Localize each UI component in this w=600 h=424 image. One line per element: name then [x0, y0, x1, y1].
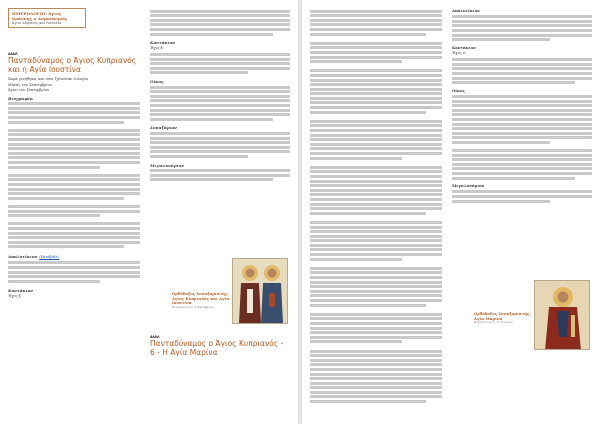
apol-note-link[interactable]: (Κατάβαλε)	[39, 254, 60, 259]
section-r-oikos-heading: Οίκος	[452, 87, 465, 93]
icon-caption-left	[172, 292, 232, 310]
article-title: Πανταδύναμος ο Άγιος Κυπριανός και η Αγία Ιουστίνα	[8, 56, 137, 74]
left-page	[0, 0, 298, 424]
text-block-apol	[8, 261, 140, 287]
right-column-1	[310, 8, 442, 418]
right-column-2	[452, 8, 592, 418]
article-subtitle-1: Χαρά γενήθηκα, και όσοι ζητούσαν ευλογία	[8, 77, 88, 82]
text-block-r-apol	[452, 15, 592, 45]
header-box-subtitle: Άγιοι Αδριανός και Ναταλία	[12, 21, 62, 25]
article3-title: Πανταδύναμος ο Άγιος Κυπριανός - 6 - Η Αγία Μαρίνα	[150, 339, 284, 357]
text-block-top	[150, 10, 290, 40]
icon-caption-title: Ορθόδοξος Συναξαριστής: Άγιος Κυπριανός και Αγία Ιουστίνα	[172, 291, 230, 306]
r-icon-caption-title: Ορθόδοξος Συναξαριστής: Αγία Μαρίνα	[474, 311, 531, 321]
icon-saints-cyprian-justina	[232, 258, 288, 324]
section-kontak2-heading: Κοντάκιον	[150, 40, 176, 46]
text-block-oikos	[150, 86, 290, 125]
section-r-apol-heading: Απολυτίκιον	[452, 8, 480, 13]
section-oikos-heading: Οίκος	[150, 79, 164, 85]
header-box	[8, 8, 86, 28]
r-kontak-note: Ήχος α'	[452, 51, 466, 56]
header-box-title: ΗΜΕΡΟΛΟΓΙΟ: Άγιος Ιωάννης ο Δαμασκηνός	[12, 11, 68, 21]
article-subtitle-2: Μήνας του Σεπτεμβρίου	[8, 82, 52, 87]
text-block-megal	[150, 169, 290, 181]
section-r-kontak-heading: Κοντάκιον	[452, 44, 476, 50]
icon-caption-meta: Εορτάζει στις 2 Οκτωβρίου	[172, 304, 214, 309]
article3-brand: ΔΙΑΛ	[150, 335, 160, 339]
section-bio-heading: Βιογραφία	[8, 95, 33, 101]
brand-label: ΔΙΑΛ	[8, 52, 18, 57]
right-page	[302, 0, 600, 424]
section-kontak-heading: Κοντάκιον	[8, 288, 34, 294]
text-block-bio	[8, 102, 140, 253]
icon-saint-marina	[534, 280, 590, 350]
section-apol-heading: Απολυτίκιον	[8, 253, 38, 259]
section-megal-heading: Μεγαλυνάριον	[150, 162, 185, 168]
r-icon-caption-meta: Εορτάζει στις 17 Ιουλίου	[474, 320, 513, 325]
article-subtitle-3: Άγιοι του Σεπτεμβρίου	[8, 88, 50, 93]
text-block-r-kontak	[452, 58, 592, 88]
section-syn-heading: Συναξάριον	[150, 125, 177, 131]
text-block-r-oikos	[452, 95, 592, 183]
icon-marina-illustration	[535, 281, 590, 350]
icon-caption-right	[474, 312, 534, 325]
icon-saints-illustration	[233, 259, 288, 324]
article3-header	[150, 335, 290, 360]
kontak2-note: Ήχος β'	[150, 46, 164, 51]
kontak-note: Ήχος β'	[8, 294, 22, 299]
text-block-r-megal	[452, 190, 592, 202]
text-block-r1	[310, 10, 442, 403]
text-block-kontak	[150, 53, 290, 78]
left-column-1	[8, 8, 140, 418]
text-block-syn	[150, 132, 290, 162]
section-r-megal-heading: Μεγαλυνάριον	[452, 183, 485, 189]
